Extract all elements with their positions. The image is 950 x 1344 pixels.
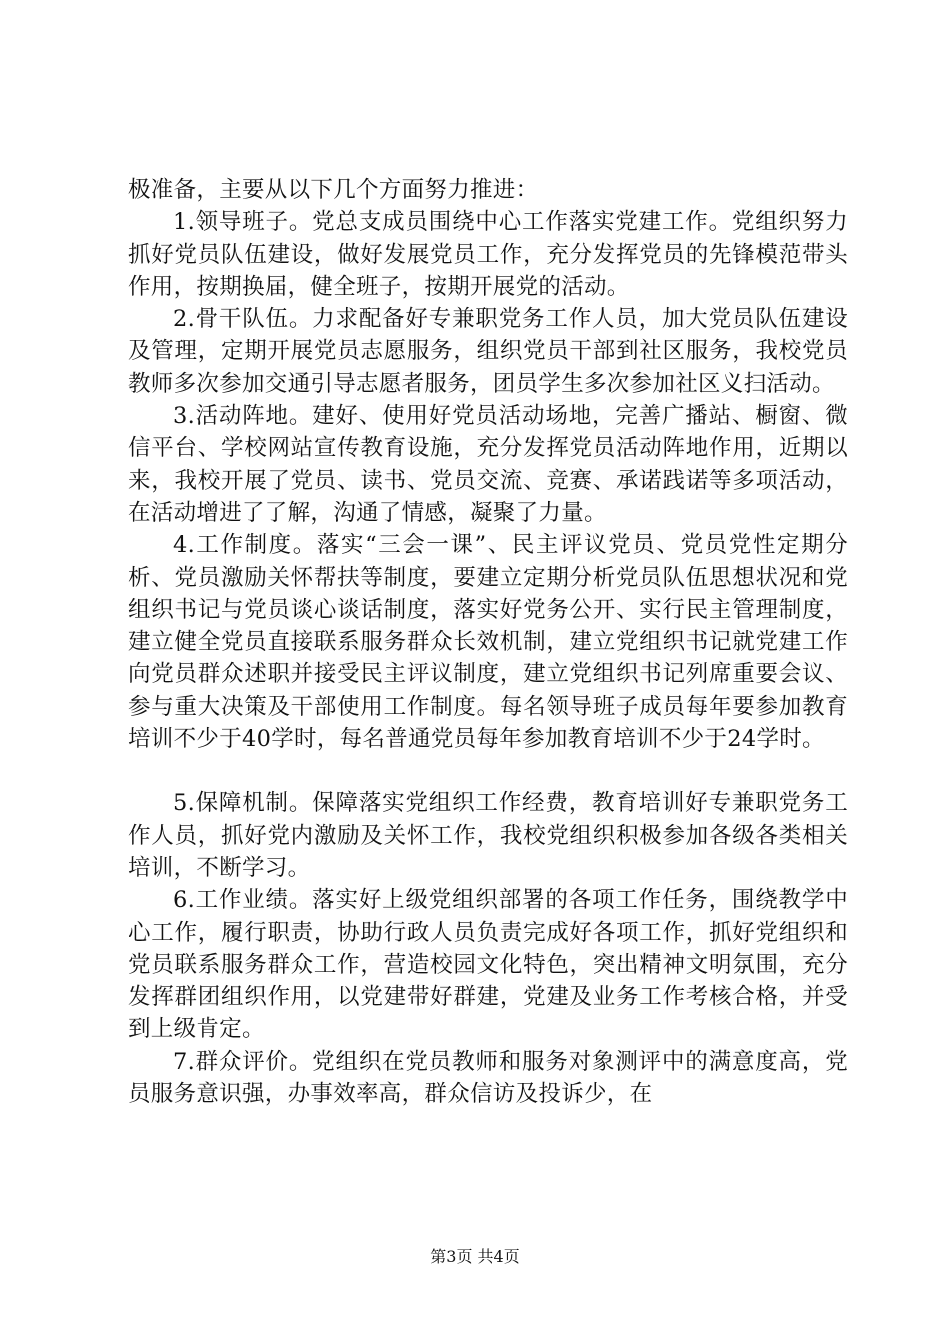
paragraph-guarantee-mechanism: 5.保障机制。保障落实党组织工作经费，教育培训好专兼职党务工作人员，抓好党内激励及关怀工作，我校党组织积极参加各级各类相关培训，不断学习。 bbox=[128, 790, 848, 881]
page-number-footer: 第3页 共4页 bbox=[430, 1247, 520, 1266]
document-body bbox=[128, 174, 848, 1110]
paragraph-backbone-team: 2.骨干队伍。力求配备好专兼职党务工作人员，加大党员队伍建设及管理，定期开展党员志愿服务，组织党员干部到社区服务，我校党员教师多次参加交通引导志愿者服务，团员学生多次参加社区义扫活动。 bbox=[128, 306, 848, 397]
paragraph-activity-base: 3.活动阵地。建好、使用好党员活动场地，完善广播站、橱窗、微信平台、学校网站宣传教育设施，充分发挥党员活动阵地作用，近期以来，我校开展了党员、读书、党员交流、竞赛、承诺践诺等多项活动，在活动增进了了解，沟通了情感，凝聚了力量。 bbox=[128, 403, 848, 526]
paragraph-public-evaluation: 7.群众评价。党组织在党员教师和服务对象测评中的满意度高，党员服务意识强，办事效率高，群众信访及投诉少，在 bbox=[128, 1048, 848, 1108]
paragraph-leadership: 1.领导班子。党总支成员围绕中心工作落实党建工作。党组织努力抓好党员队伍建设，做好发展党员工作，充分发挥党员的先锋模范带头作用，按期换届，健全班子，按期开展党的活动。 bbox=[128, 209, 848, 300]
paragraph-work-performance: 6.工作业绩。落实好上级党组织部署的各项工作任务，围绕教学中心工作，履行职责，协助行政人员负责完成好各项工作，抓好党组织和党员联系服务群众工作，营造校园文化特色，突出精神文明氛围，充分发挥群团组织作用，以党建带好群建，党建及业务工作考核合格，并受到上级肯定。 bbox=[128, 887, 848, 1043]
paragraph-intro-continuation: 极准备，主要从以下几个方面努力推进： bbox=[128, 177, 539, 203]
paragraph-work-system: 4.工作制度。落实“三会一课”、民主评议党员、党员党性定期分析、党员激励关怀帮扶等制度，要建立定期分析党员队伍思想状况和党组织书记与党员谈心谈话制度，落实好党务公开、实行民主管理制度，建立健全党员直接联系服务群众长效机制，建立党组织书记就党建工作向党员群众述职并接受民主评议制度，建立党组织书记列席重要会议、参与重大决策及干部使用工作制度。每名领导班子成员每年要参加教育培训不少于40学时，每名普通党员每年参加教育培训不少于24学时。 bbox=[128, 532, 848, 753]
